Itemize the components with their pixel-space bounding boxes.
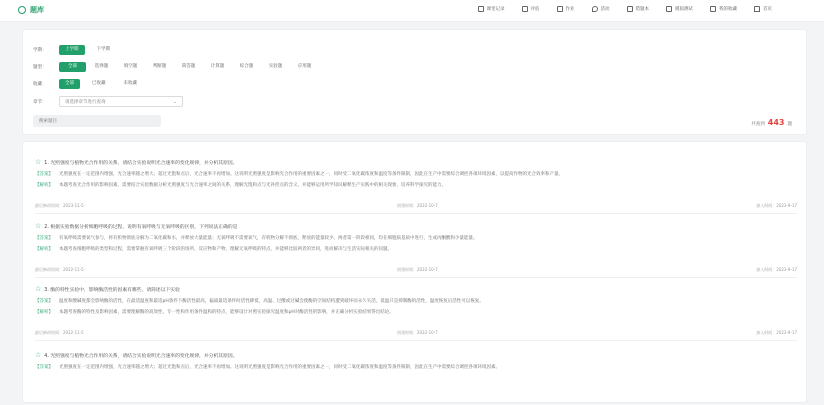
star-icon[interactable]: ☆ — [35, 222, 42, 230]
total-prefix: 共查到 — [751, 122, 765, 127]
answer-tag: 【答案】 — [35, 172, 53, 177]
created-time: 创建时间：2022-10-7 — [397, 267, 438, 272]
nav-label: 模拟测试 — [675, 7, 693, 12]
bookmark-icon — [710, 6, 716, 12]
question-text: 2. 根据实验数据分析细胞呼吸的过程，说明有氧呼吸与无氧呼吸的区别，下列说法正确的是 — [44, 225, 238, 230]
answer-line — [35, 364, 797, 370]
answer-line — [35, 171, 797, 177]
question-list — [22, 141, 807, 403]
update-time: 最后修改时间：2022-11-5 — [35, 330, 84, 335]
total-number: 443 — [767, 118, 785, 127]
answer-text: 有氧呼吸需要氧气参与，将有机物彻底分解为二氧化碳和水，并释放大量能量；无氧呼吸不需要氧气，有机物分解不彻底，释放的能量较少。两者第一阶段相同，均在细胞质基质中进行，生成丙酮酸和少量能量。 — [59, 236, 478, 241]
nav-item-home[interactable] — [754, 6, 772, 12]
question-meta — [35, 330, 797, 336]
type-option[interactable]: 计算题 — [210, 64, 225, 69]
added-time: 加入时间：2023-9-17 — [756, 267, 797, 272]
divider — [35, 340, 797, 341]
question-text: 4. 光照强度与植物光合作用的关系，请结合实验说明光合速率的变化规律，并分析其原因。 — [44, 354, 238, 359]
update-time: 最后修改时间：2022-11-5 — [35, 267, 84, 272]
star-icon[interactable]: ☆ — [35, 285, 42, 293]
app-logo[interactable] — [18, 5, 44, 15]
filter-panel — [22, 29, 807, 135]
book-icon — [478, 6, 484, 12]
type-option[interactable]: 判断题 — [152, 64, 167, 69]
question-title — [35, 286, 797, 293]
analysis-text: 本题考查酶的特性及影响因素，需要理解酶的高效性、专一性和作用条件温和的特点，能够设计对照实验探究温度和pH对酶活性的影响，并正确分析实验结果得出结论。 — [59, 310, 394, 315]
chapter-select[interactable] — [59, 96, 183, 107]
update-time: 最后修改时间：2023-11-5 — [35, 203, 84, 208]
nav-label: 评估 — [530, 7, 540, 12]
created-time: 创建时间：2022-10-7 — [397, 203, 438, 208]
nav-item-favorites[interactable] — [710, 6, 737, 12]
nav-item-assessment[interactable] — [522, 6, 540, 12]
nav-label: 课堂记录 — [486, 7, 505, 12]
analysis-line — [35, 309, 797, 315]
note-icon — [627, 6, 633, 12]
question-item[interactable] — [35, 158, 797, 208]
answer-tag: 【答案】 — [35, 299, 53, 304]
search-input[interactable] — [33, 115, 161, 127]
nav-item-class-record[interactable] — [478, 6, 505, 12]
question-item[interactable] — [35, 285, 797, 335]
analysis-line — [35, 246, 797, 252]
exam-icon — [666, 6, 672, 12]
top-nav — [478, 6, 773, 12]
star-icon[interactable]: ☆ — [35, 158, 42, 166]
answer-text: 光照强度在一定范围内增强，光合速率随之增大；超过光饱和点后，光合速率不再增加。这说明光照强度是影响光合作用的重要因素之一，同时受二氧化碳浓度和温度等条件限制，因此在生产中需要综合调控各项环境因素，以提高作物的光合效率和产量。 — [59, 172, 563, 177]
pin-icon — [592, 6, 598, 12]
analysis-tag: 【解析】 — [35, 247, 53, 252]
question-meta — [35, 203, 797, 209]
logo-icon — [18, 6, 26, 14]
analysis-line — [35, 182, 797, 188]
divider — [35, 277, 797, 278]
question-meta — [35, 267, 797, 273]
type-option-all[interactable]: 全部 — [59, 62, 86, 72]
question-text: 3. 酶的特性实验中，影响酶活性的因素有哪些，请简述以下实验 — [44, 288, 180, 293]
semester-option-first[interactable]: 上学期 — [59, 45, 85, 55]
home-icon — [754, 6, 760, 12]
divider — [35, 213, 797, 214]
question-title — [35, 223, 797, 230]
answer-text: 光照强度在一定范围内增强，光合速率随之增大；超过光饱和点后，光合速率不再增加。这说明光照强度是影响光合作用的重要因素之一，同时受二氧化碳浓度和温度等条件限制，因此在生产中需要综合调控各项环境因素。 — [59, 365, 500, 370]
chart-icon — [522, 6, 528, 12]
app-name: 题库 — [30, 6, 44, 14]
semester-option-second[interactable]: 下学期 — [96, 47, 110, 52]
question-text: 1. 光照强度与植物光合作用的关系，请结合实验说明光合速率的变化规律，并分析其原因。 — [44, 161, 238, 166]
question-title — [35, 159, 797, 166]
collect-label: 收藏： — [33, 82, 47, 87]
star-icon[interactable]: ☆ — [35, 351, 42, 359]
analysis-text: 本题考查光合作用的影响因素，需要结合实验数据分析光照强度与光合速率之间的关系，理解光饱和点与光补偿点的含义，并能够运用所学知识解释生产实践中的相关现象，培养科学探究的能力。 — [59, 183, 446, 188]
nav-label: 作业 — [565, 7, 575, 12]
chapter-filter — [33, 96, 183, 107]
semester-filter — [33, 45, 116, 55]
chapter-select-value: 请选择章节进行查询 — [65, 99, 106, 105]
analysis-text: 本题考查细胞呼吸的类型和过程，需要掌握有氧呼吸三个阶段的场所、反应物和产物，理解无氧呼吸的特点，并能够比较两者的异同，进而解决与生活实际相关的问题。 — [59, 247, 392, 252]
added-time: 加入时间：2023-9-17 — [756, 330, 797, 335]
nav-item-mistakes[interactable] — [627, 6, 650, 12]
added-time: 加入时间：2023-9-17 — [756, 203, 797, 208]
chevron-down-icon: ⌄ — [172, 98, 177, 105]
file-icon — [557, 6, 563, 12]
type-option[interactable]: 简答题 — [181, 64, 196, 69]
top-bar — [0, 0, 824, 22]
analysis-tag: 【解析】 — [35, 310, 53, 315]
answer-tag: 【答案】 — [35, 365, 53, 370]
chapter-label: 章节： — [33, 99, 47, 105]
nav-item-homework[interactable] — [557, 6, 575, 12]
collect-option-uncollected[interactable]: 未收藏 — [123, 81, 137, 86]
collect-option-all[interactable]: 全部 — [59, 79, 80, 89]
created-time: 创建时间：2022-10-7 — [397, 330, 438, 335]
nav-label: 我的收藏 — [719, 7, 737, 12]
nav-label: 错题本 — [635, 7, 649, 12]
question-title — [35, 352, 797, 359]
answer-tag: 【答案】 — [35, 236, 53, 241]
nav-item-mock-test[interactable] — [666, 6, 693, 12]
type-option[interactable]: 综合题 — [239, 64, 254, 69]
total-count — [751, 118, 792, 127]
type-filter — [33, 62, 318, 72]
type-option[interactable]: 应用题 — [297, 64, 312, 69]
nav-label: 活动 — [600, 7, 610, 12]
question-item[interactable] — [35, 222, 797, 272]
nav-label: 首页 — [763, 7, 772, 12]
collect-filter — [33, 79, 143, 89]
question-item[interactable] — [35, 352, 797, 370]
total-suffix: 题 — [787, 122, 792, 127]
type-option[interactable]: 选择题 — [94, 64, 109, 69]
type-option[interactable]: 填空题 — [123, 64, 138, 69]
type-label: 题型： — [33, 65, 47, 70]
answer-line — [35, 298, 797, 304]
analysis-tag: 【解析】 — [35, 183, 53, 188]
answer-text: 温度和酸碱度都会影响酶的活性，在最适温度和最适pH条件下酶活性最高，偏离最适条件时活性降低，高温、过酸或过碱会使酶的空间结构遭到破坏而永久失活，低温只是抑制酶的活性，温度恢复后活性可以恢复。 — [59, 299, 484, 304]
nav-item-activity[interactable] — [592, 6, 610, 12]
semester-label: 学期： — [33, 48, 47, 53]
collect-option-collected[interactable]: 已收藏 — [92, 81, 106, 86]
type-option[interactable]: 实验题 — [268, 64, 283, 69]
answer-line — [35, 235, 797, 241]
